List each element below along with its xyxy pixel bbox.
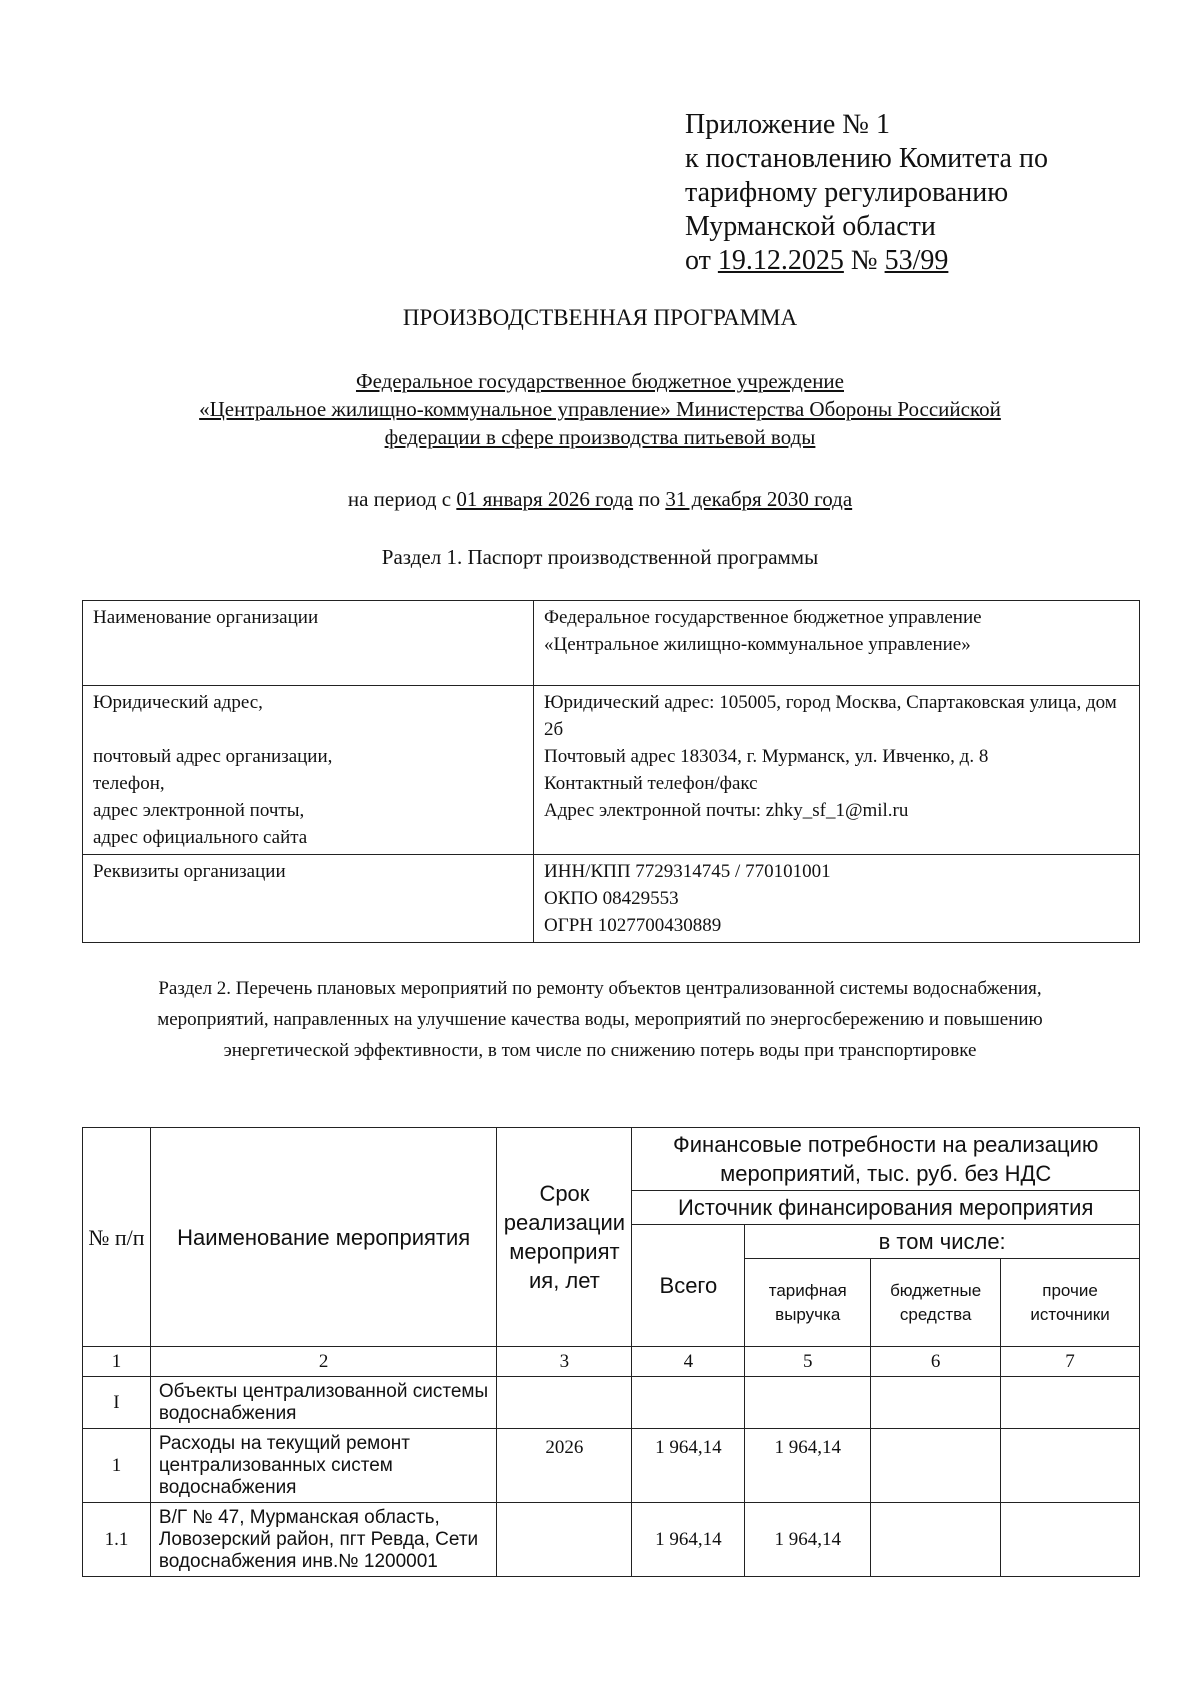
row-total [632,1377,745,1429]
organization-line: федерации в сфере производства питьевой воды [384,425,816,449]
header-tariff: тарифная выручка [745,1259,871,1347]
passport-label [83,601,534,686]
date-prefix: от [685,245,711,276]
email-address: Адрес электронной почты: zhky_sf_1@mil.ru [544,800,909,821]
column-numbers-row [83,1347,1140,1377]
column-number: 1 [83,1347,151,1377]
events-table [82,1127,1140,1577]
resolution-date: 19.12.2025 [717,245,844,276]
appendix-line: Мурманской области [685,211,936,242]
passport-label [83,855,534,943]
period-prefix: на период с [347,487,452,511]
appendix-line: к постановлению Комитета по [685,143,1048,174]
period-start: 01 января 2026 года [456,487,634,511]
appendix-line: Приложение № 1 [685,109,890,140]
header-budget: бюджетные средства [871,1259,1001,1347]
appendix-date-line [685,244,1165,278]
org-name-value: Федеральное государственное бюджетное управление [544,607,982,628]
org-name-label: Наименование организации [93,607,319,628]
header-num: № п/п [83,1128,151,1347]
table-row [83,1503,1140,1577]
postal-address: Почтовый адрес 183034, г. Мурманск, ул. Ивченко, д. 8 [544,746,989,767]
passport-value [534,601,1140,686]
passport-table [82,600,1140,943]
row-num: 1.1 [83,1503,151,1577]
header-finance: Финансовые потребности на реализацию мероприятий, тыс. руб. без НДС [632,1128,1140,1191]
inn-kpp: ИНН/КПП 7729314745 / 770101001 [544,861,831,882]
address-label: адрес электронной почты, [93,800,305,821]
header-source: Источник финансирования мероприятия [632,1191,1140,1225]
header-including: в том числе: [745,1225,1140,1259]
column-number: 7 [1001,1347,1140,1377]
column-number: 6 [871,1347,1001,1377]
row-num: 1 [83,1429,151,1503]
row-tariff [745,1377,871,1429]
row-budget [871,1429,1001,1503]
column-number: 2 [150,1347,497,1377]
row-other [1001,1429,1140,1503]
okpo: ОКПО 08429553 [544,888,679,909]
address-label: почтовый адрес организации, [93,746,333,767]
column-number: 4 [632,1347,745,1377]
header-other: прочие источники [1001,1259,1140,1347]
row-tariff: 1 964,14 [745,1503,871,1577]
organization-line: «Центральное жилищно-коммунальное управление» Министерства Обороны Российской [199,397,1001,421]
org-name-value: «Центральное жилищно-коммунальное управление» [544,634,971,655]
passport-label [83,686,534,855]
organization-name [0,367,1200,451]
passport-value [534,855,1140,943]
appendix-header [685,108,1165,278]
passport-row [83,855,1140,943]
table-row [83,1377,1140,1429]
column-number: 3 [497,1347,632,1377]
passport-row [83,601,1140,686]
address-label: телефон, [93,773,165,794]
address-label: адрес официального сайта [93,827,308,848]
appendix-line: тарифному регулированию [685,177,1009,208]
header-term: Срок реализации мероприят ия, лет [497,1128,632,1347]
column-number: 5 [745,1347,871,1377]
address-label: Юридический адрес, [93,692,263,713]
row-total: 1 964,14 [632,1503,745,1577]
program-period [0,487,1200,512]
document-title: ПРОИЗВОДСТВЕННАЯ ПРОГРАММА [402,305,798,330]
row-name: Объекты централизованной системы водоснабжения [150,1377,497,1429]
section1-title: Раздел 1. Паспорт производственной программы [381,545,819,569]
row-name: Расходы на текущий ремонт централизованных систем водоснабжения [150,1429,497,1503]
legal-address: Юридический адрес: 105005, город Москва, Спартаковская улица, дом 2б [544,692,1117,740]
section2-title: Раздел 2. Перечень плановых мероприятий по ремонту объектов централизованной системы водоснабжения, мероприятий, направленных на улучшение качества воды, мероприятий по энергосбережению и повышению энергетической эффективности, в том числе по снижению потерь воды при транспортировке [157,978,1043,1061]
contact-phone: Контактный телефон/факс [544,773,758,794]
resolution-number: 53/99 [884,245,949,276]
period-mid: по [638,487,661,511]
row-total: 1 964,14 [632,1429,745,1503]
header-name: Наименование мероприятия [150,1128,497,1347]
row-other [1001,1503,1140,1577]
row-num: I [83,1377,151,1429]
passport-row [83,686,1140,855]
row-name: В/Г № 47, Мурманская область, Ловозерский район, пгт Ревда, Сети водоснабжения инв.№ 1200001 [150,1503,497,1577]
requisites-label: Реквизиты организации [93,861,286,882]
number-prefix: № [850,245,878,276]
header-total: Всего [632,1225,745,1347]
row-term [497,1377,632,1429]
row-tariff: 1 964,14 [745,1429,871,1503]
row-term: 2026 [497,1429,632,1503]
organization-line: Федеральное государственное бюджетное учреждение [355,369,844,393]
row-budget [871,1503,1001,1577]
ogrn: ОГРН 1027700430889 [544,915,722,936]
row-term [497,1503,632,1577]
row-other [1001,1377,1140,1429]
header-row [83,1128,1140,1191]
table-row [83,1429,1140,1503]
period-end: 31 декабря 2030 года [665,487,853,511]
passport-value [534,686,1140,855]
row-budget [871,1377,1001,1429]
